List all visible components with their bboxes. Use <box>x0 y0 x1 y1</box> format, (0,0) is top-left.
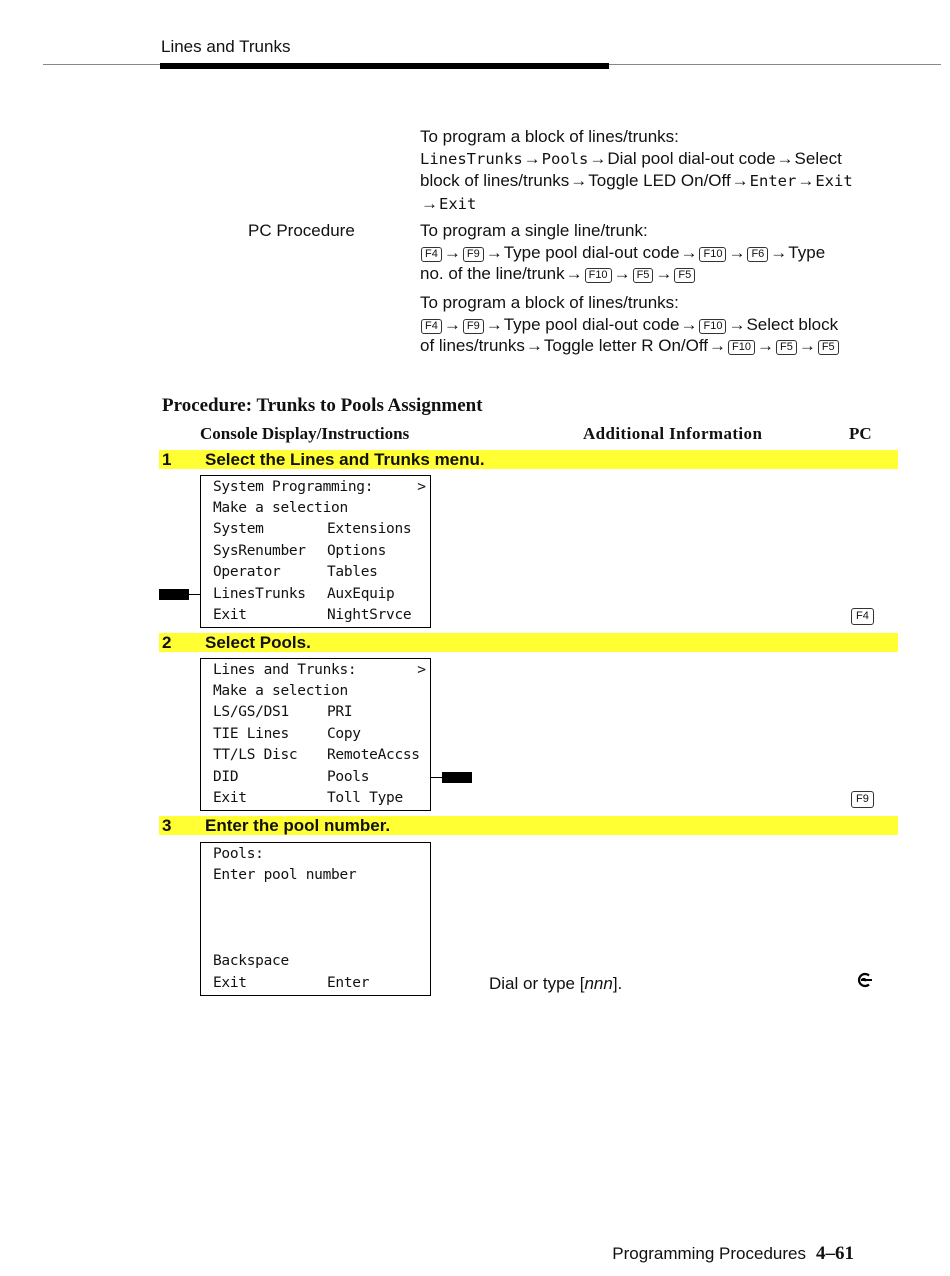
additional-info <box>489 974 622 994</box>
pc-single-label: To program a single line/trunk: <box>420 221 648 240</box>
step-text: Toggle letter R On/Off <box>543 336 708 355</box>
column-header-additional: Additional Information <box>583 424 763 443</box>
f4-key: F4 <box>421 247 442 262</box>
menu-linestrunks: LinesTrunks <box>420 149 523 168</box>
step-text: Enter the pool number. <box>205 816 391 835</box>
f5-key: F5 <box>818 340 839 355</box>
column-header-console: Console Display/Instructions <box>200 424 410 443</box>
screen-option-did[interactable]: DID <box>213 769 239 785</box>
menu-exit: Exit <box>439 194 477 213</box>
f4-key: F4 <box>421 319 442 334</box>
screen-option-system[interactable]: System <box>213 521 264 537</box>
step-number: 1 <box>162 450 172 469</box>
screen-option-nightsrvce[interactable]: NightSrvce <box>327 607 412 623</box>
screen-option-extensions[interactable]: Extensions <box>327 521 412 537</box>
f5-key: F5 <box>776 340 797 355</box>
f9-key: F9 <box>463 319 484 334</box>
f4-key-label: F4 <box>851 608 874 625</box>
selection-pointer-icon <box>442 772 472 783</box>
step-text: Select the Lines and Trunks menu. <box>205 450 485 469</box>
procedure-title: Procedure: Trunks to Pools Assignment <box>162 395 483 416</box>
step-number: 2 <box>162 633 172 652</box>
console-screen-system-programming <box>200 475 431 628</box>
menu-enter: Enter <box>749 172 797 190</box>
more-indicator: > <box>417 479 426 495</box>
step-text: Type pool dial-out code <box>503 314 680 334</box>
step-text: block of lines/trunks <box>420 171 570 190</box>
step-2-banner <box>159 633 898 652</box>
footer-section: Programming Procedures <box>612 1244 806 1263</box>
screen-option-pools[interactable]: Pools <box>327 769 370 785</box>
step-text: Select <box>794 148 842 168</box>
screen-prompt: Make a selection <box>213 500 348 516</box>
f9-key: F9 <box>463 247 484 262</box>
screen-option-exit[interactable]: Exit <box>213 975 247 991</box>
pc-block-label: To program a block of lines/trunks: <box>420 293 679 312</box>
console-screen-pools <box>200 842 431 996</box>
pc-f9-key <box>851 789 874 808</box>
f6-key: F6 <box>747 247 768 262</box>
page-number: 4–61 <box>816 1243 854 1264</box>
pc-procedure-label: PC Procedure <box>248 221 355 240</box>
screen-option-options[interactable]: Options <box>327 543 387 559</box>
step-text: of lines/trunks <box>420 336 525 355</box>
screen-title: System Programming: <box>213 479 374 495</box>
f10-key: F10 <box>585 268 612 283</box>
screen-title: Pools: <box>213 846 264 862</box>
step-1-banner <box>159 450 898 469</box>
screen-option-pri[interactable]: PRI <box>327 704 353 720</box>
step-text: no. of the line/trunk <box>420 264 565 283</box>
screen-option-enter[interactable]: Enter <box>327 975 370 991</box>
more-indicator: > <box>417 662 426 678</box>
f5-key: F5 <box>633 268 654 283</box>
step-3-banner <box>159 816 898 835</box>
step-text: Select Pools. <box>205 633 311 652</box>
console-screen-lines-and-trunks <box>200 658 431 811</box>
screen-option-tables[interactable]: Tables <box>327 564 378 580</box>
screen-option-ls-gs-ds1[interactable]: LS/GS/DS1 <box>213 704 289 720</box>
f5-key: F5 <box>674 268 695 283</box>
step-text: Type pool dial-out code <box>503 242 680 262</box>
f10-key: F10 <box>699 247 726 262</box>
block-label: To program a block of lines/trunks: <box>420 127 679 146</box>
screen-prompt: Enter pool number <box>213 867 357 883</box>
screen-option-exit[interactable]: Exit <box>213 607 247 623</box>
screen-prompt: Make a selection <box>213 683 348 699</box>
column-header-pc: PC <box>849 424 872 443</box>
screen-option-tt-ls-disc[interactable]: TT/LS Disc <box>213 747 298 763</box>
f10-key: F10 <box>728 340 755 355</box>
step-number: 3 <box>162 816 172 835</box>
step-text: Type <box>788 242 826 262</box>
enter-return-icon <box>857 972 873 993</box>
screen-option-auxequip[interactable]: AuxEquip <box>327 586 395 602</box>
screen-option-operator[interactable]: Operator <box>213 564 281 580</box>
menu-exit: Exit <box>815 172 853 190</box>
screen-option-backspace[interactable]: Backspace <box>213 953 289 969</box>
pointer-line <box>431 777 442 778</box>
screen-option-exit[interactable]: Exit <box>213 790 247 806</box>
screen-option-tie-lines[interactable]: TIE Lines <box>213 726 289 742</box>
pc-block-instructions: To program a block of lines/trunks: F4 → F9 →Type pool dial-out code→ F10 →Select block of lines/trunks→Toggle letter R On/Off→ F10 → F5 → F5 <box>420 292 890 357</box>
screen-option-toll-type[interactable]: Toll Type <box>327 790 403 806</box>
screen-title: Lines and Trunks: <box>213 662 357 678</box>
pointer-line <box>189 594 200 595</box>
step-text: Toggle LED On/Off <box>588 171 731 190</box>
pc-f4-key <box>851 606 874 625</box>
screen-option-remoteaccss[interactable]: RemoteAccss <box>327 747 420 763</box>
screen-option-linestrunks[interactable]: LinesTrunks <box>213 586 306 602</box>
additional-info-text: Dial or type [nnn]. <box>489 974 623 993</box>
f10-key: F10 <box>699 319 726 334</box>
selection-pointer-icon <box>159 589 189 600</box>
screen-option-copy[interactable]: Copy <box>327 726 361 742</box>
page-footer <box>612 1243 854 1265</box>
menu-pools: Pools <box>541 149 589 168</box>
screen-option-sysrenumber[interactable]: SysRenumber <box>213 543 306 559</box>
step-text: Select block <box>746 314 839 334</box>
f9-key-label: F9 <box>851 791 874 808</box>
step-text: Dial pool dial-out code <box>607 148 776 168</box>
header-bar <box>160 63 609 69</box>
console-block-instructions: To program a block of lines/trunks: LinesTrunks→Pools→Dial pool dial-out code→Select block of lines/trunks→Toggle LED On/Off→Enter→Exit →Exit <box>420 126 890 215</box>
pc-single-instructions: To program a single line/trunk: F4 → F9 →Type pool dial-out code→ F10 → F6 →Type no. of the line/trunk→ F10 → F5 → F5 <box>420 220 890 285</box>
running-header: Lines and Trunks <box>161 37 291 56</box>
